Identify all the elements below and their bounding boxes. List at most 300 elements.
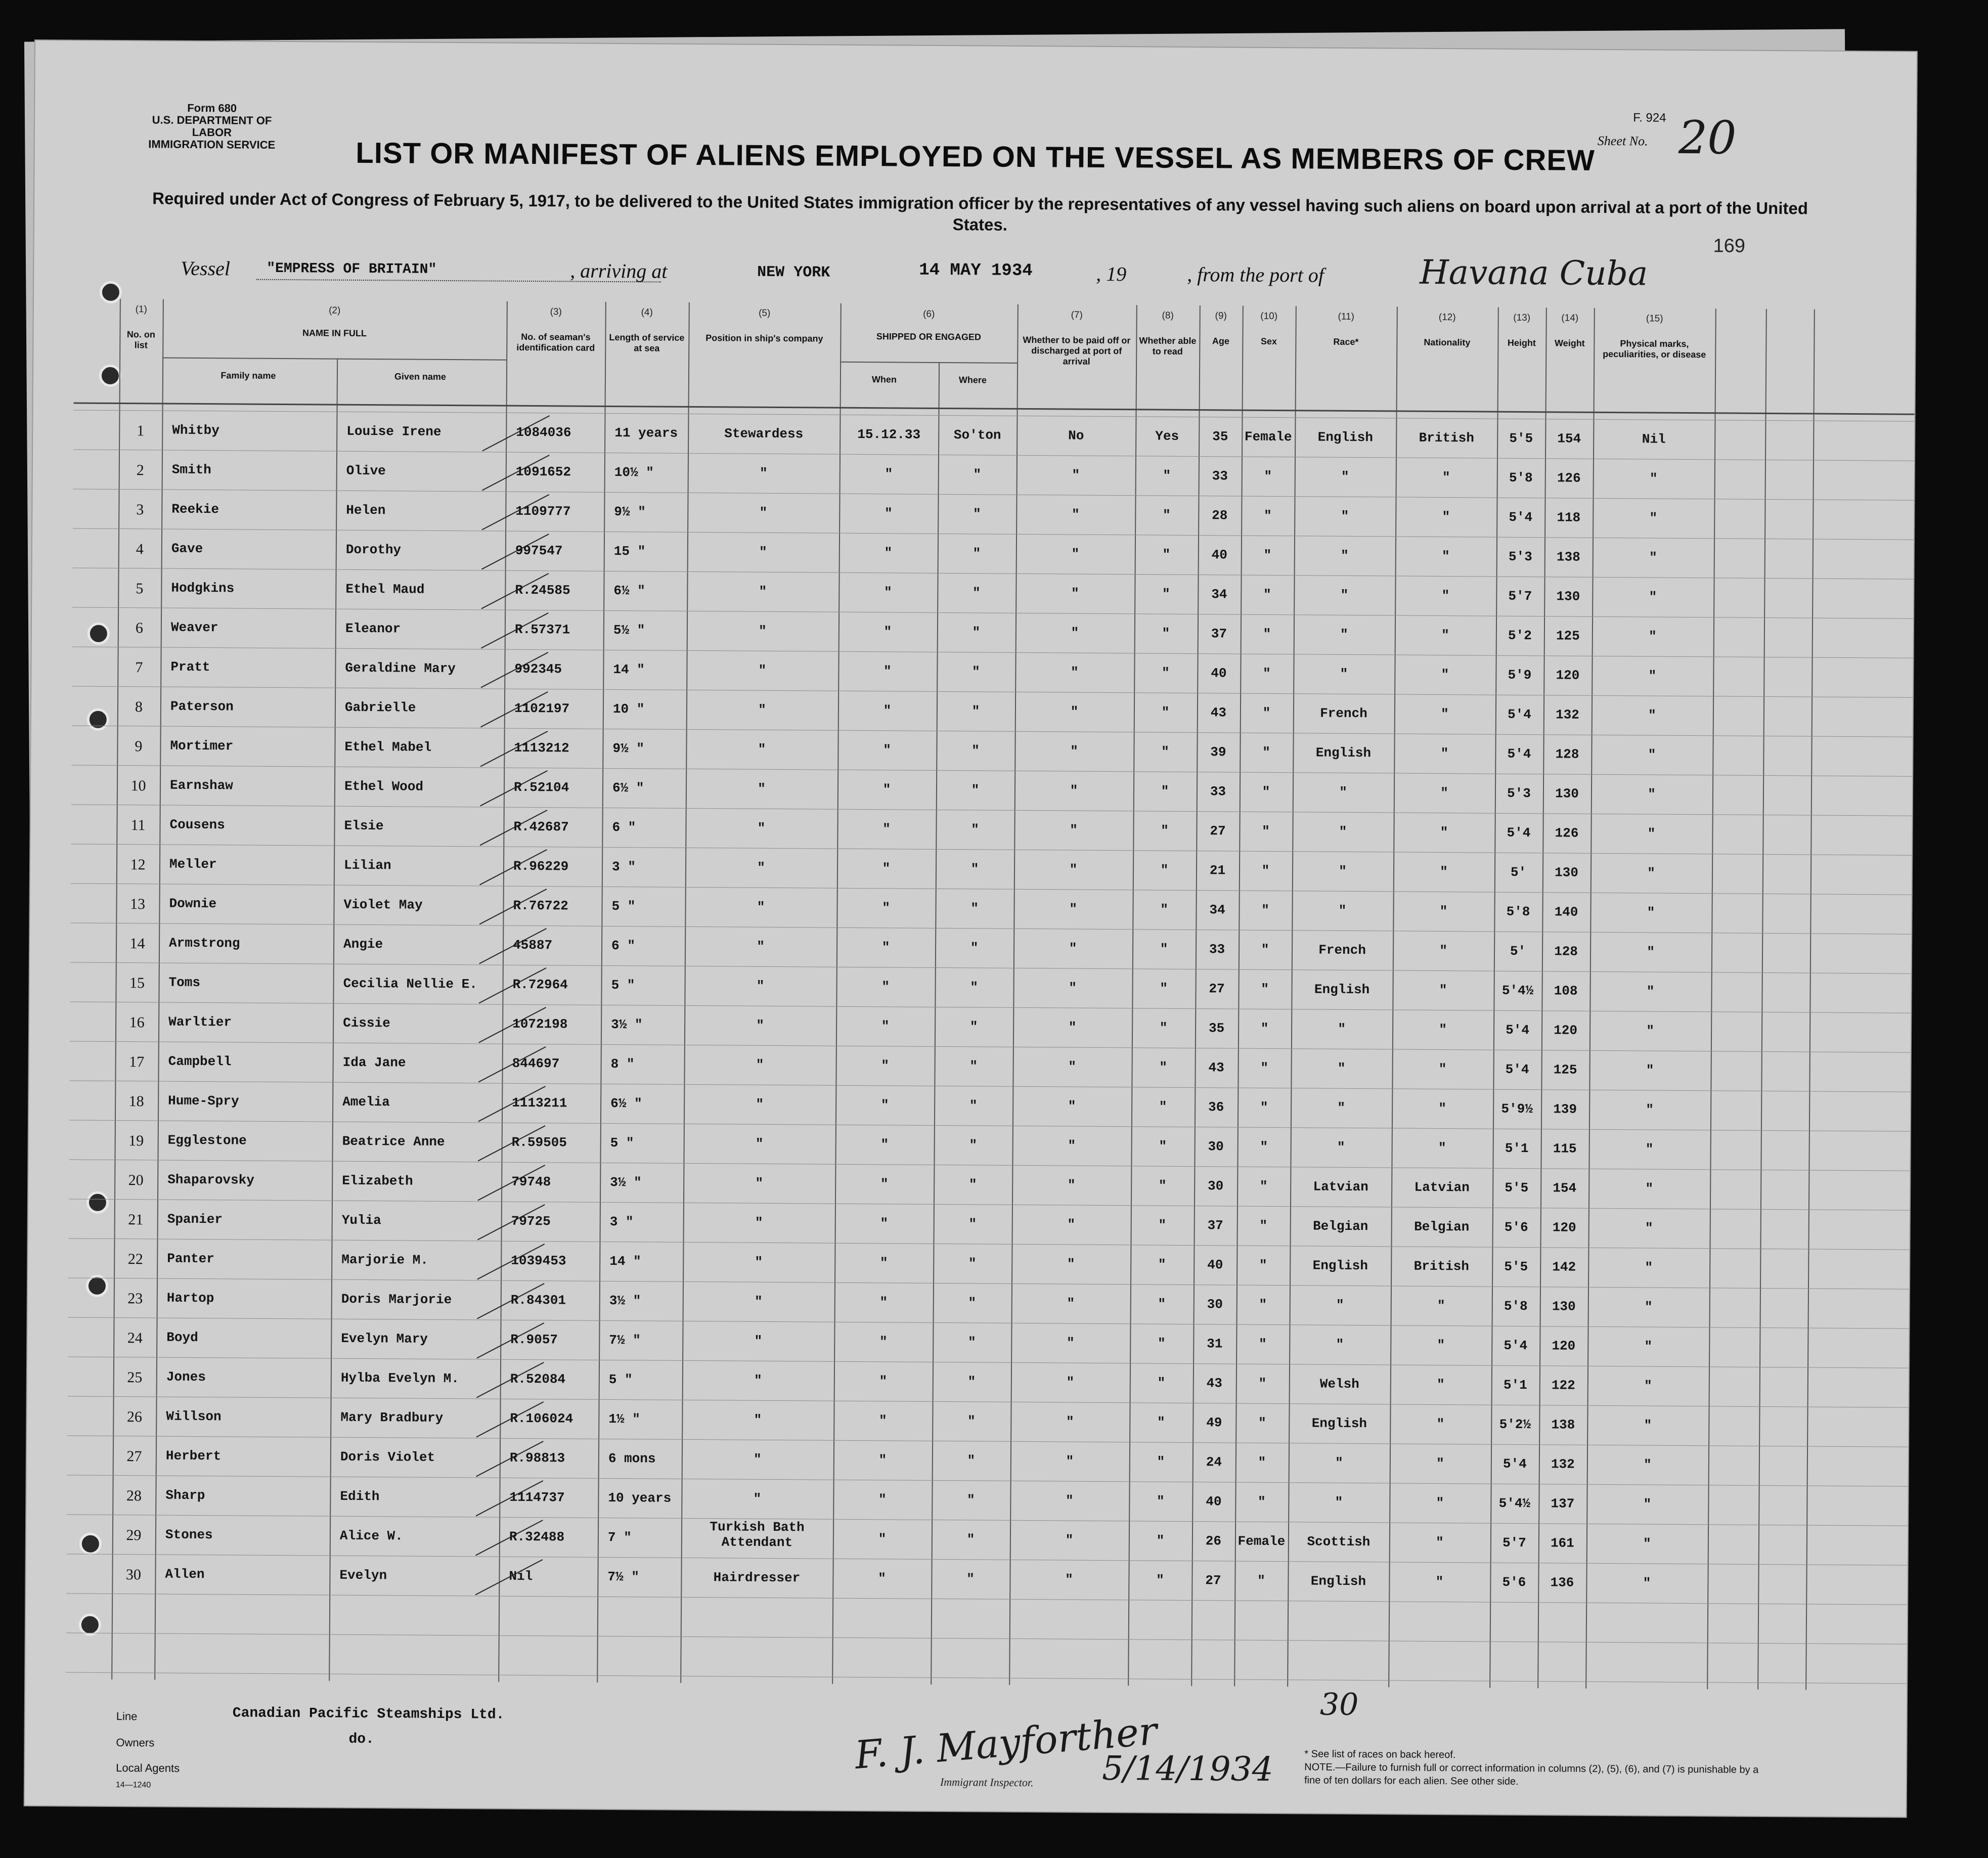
cell-service: 3½ " <box>609 1293 641 1309</box>
cell-family: Hodgkins <box>171 580 235 596</box>
cell-race: French <box>1320 705 1367 722</box>
cell-paid: " <box>1068 1098 1076 1114</box>
cell-card: R.106024 <box>510 1410 573 1427</box>
cell-when: " <box>883 703 892 719</box>
cell-where: " <box>966 1532 975 1547</box>
cell-paid: " <box>1069 862 1078 877</box>
cell-read: Yes <box>1155 428 1179 444</box>
cell-service: 7½ " <box>607 1569 639 1585</box>
cell-height: 5'4 <box>1507 746 1531 762</box>
cell-age: 27 <box>1209 981 1225 997</box>
cell-card: R.76722 <box>513 898 568 914</box>
cell-where: " <box>967 1413 976 1429</box>
column-number: (12) <box>1438 312 1456 323</box>
cell-marks: " <box>1648 786 1656 802</box>
cell-no: 11 <box>130 817 146 834</box>
cell-marks: " <box>1648 668 1657 684</box>
cell-sex: " <box>1260 1060 1269 1076</box>
cell-position: " <box>757 860 765 875</box>
cell-paid: " <box>1066 1335 1075 1351</box>
cell-marks: " <box>1648 747 1656 763</box>
column-header: Sex <box>1260 336 1277 347</box>
cell-height: 5' <box>1510 864 1527 880</box>
cell-age: 35 <box>1208 1021 1225 1036</box>
cell-no: 10 <box>130 777 146 794</box>
cell-no: 30 <box>125 1566 142 1583</box>
cell-weight: 120 <box>1552 1338 1576 1354</box>
cell-card: R.57371 <box>514 622 570 638</box>
cell-age: 37 <box>1211 626 1227 642</box>
cell-given: Cissie <box>343 1015 390 1031</box>
cell-nationality: " <box>1441 549 1450 564</box>
cell-marks: " <box>1647 905 1655 920</box>
column-header: Height <box>1507 337 1536 348</box>
column-number: (15) <box>1646 313 1663 324</box>
cell-nationality: " <box>1440 864 1448 880</box>
cell-where: " <box>972 625 981 640</box>
cell-when: " <box>882 782 891 798</box>
cell-read: " <box>1161 823 1169 838</box>
cell-height: 5'2 <box>1508 628 1532 644</box>
cell-given: Ida Jane <box>342 1054 406 1071</box>
cell-when: " <box>878 1492 887 1508</box>
cell-given: Dorothy <box>345 542 402 558</box>
cell-service: 6 " <box>611 938 635 954</box>
cell-where: " <box>970 901 979 916</box>
cell-read: " <box>1156 1493 1165 1509</box>
column-number: (2) <box>329 305 341 316</box>
cell-paid: " <box>1070 822 1078 838</box>
cell-family: Stones <box>165 1527 213 1543</box>
cell-nationality: " <box>1436 1416 1445 1432</box>
cell-weight: 140 <box>1554 904 1578 920</box>
cell-where: " <box>971 743 980 759</box>
cell-when: 15.12.33 <box>857 426 921 443</box>
cell-where: " <box>969 1098 978 1114</box>
cell-read: " <box>1157 1375 1166 1391</box>
cell-height: 5'5 <box>1509 430 1533 447</box>
cell-no: 24 <box>127 1330 143 1347</box>
cell-height: 5'6 <box>1504 1219 1528 1235</box>
cell-given: Gabrielle <box>344 699 416 716</box>
cell-no: 9 <box>135 738 143 755</box>
cell-card: 1113211 <box>512 1095 567 1111</box>
row-rule <box>66 1672 1907 1684</box>
cell-paid: " <box>1066 1414 1074 1430</box>
cell-age: 43 <box>1206 1376 1223 1391</box>
cell-read: " <box>1159 1138 1167 1154</box>
cell-weight: 130 <box>1556 589 1580 604</box>
cell-service: 6½ " <box>612 780 644 796</box>
cell-family: Shaparovsky <box>167 1172 254 1188</box>
cell-nationality: " <box>1441 706 1449 722</box>
cell-where: " <box>972 664 980 680</box>
cell-no: 23 <box>127 1290 143 1307</box>
cell-position: " <box>759 505 768 520</box>
cell-given: Louise Irene <box>346 423 441 439</box>
cell-nationality: " <box>1436 1534 1444 1551</box>
cell-read: " <box>1161 665 1170 681</box>
cell-no: 16 <box>129 1014 145 1031</box>
cell-when: " <box>880 1176 889 1192</box>
cell-sex: Female <box>1244 429 1292 445</box>
cell-card: R.42687 <box>513 819 569 835</box>
cell-card: 1091652 <box>515 464 571 480</box>
cell-position: " <box>755 1136 764 1152</box>
cell-read: " <box>1162 586 1170 602</box>
cell-weight: 126 <box>1555 825 1579 841</box>
cell-where: " <box>971 782 980 798</box>
cell-when: " <box>884 506 893 521</box>
cell-race: English <box>1315 745 1372 761</box>
cell-height: 5'4 <box>1509 509 1533 525</box>
cell-position: " <box>758 623 767 639</box>
cell-race: " <box>1341 469 1349 484</box>
cell-when: " <box>878 1452 887 1468</box>
cell-sex: " <box>1261 942 1269 957</box>
cell-race: " <box>1338 1021 1346 1037</box>
cell-race: French <box>1318 942 1366 958</box>
cell-race: English <box>1311 1415 1367 1432</box>
cell-read: " <box>1157 1454 1165 1470</box>
cell-position: " <box>759 544 767 560</box>
cell-read: " <box>1160 981 1168 996</box>
cell-given: Ethel Mabel <box>344 739 432 755</box>
cell-position: " <box>759 465 768 481</box>
cell-family: Whitby <box>172 422 220 438</box>
cell-card: R.72964 <box>512 977 568 993</box>
cell-weight: 154 <box>1553 1180 1577 1196</box>
column-header: Weight <box>1554 338 1585 348</box>
cell-where: " <box>969 1019 978 1035</box>
cell-sex: " <box>1257 1494 1266 1510</box>
cell-paid: " <box>1067 1177 1076 1193</box>
cell-nationality: " <box>1440 824 1448 840</box>
cell-marks: " <box>1649 589 1657 605</box>
cell-no: 22 <box>127 1251 143 1268</box>
cell-position: " <box>756 978 765 994</box>
column-subheader: Given name <box>394 371 447 382</box>
cell-age: 30 <box>1208 1139 1224 1155</box>
cell-service: 1½ " <box>608 1411 640 1427</box>
table-header <box>74 298 1915 385</box>
cell-read: " <box>1156 1572 1164 1588</box>
cell-no: 26 <box>126 1408 142 1426</box>
cell-position: " <box>758 741 766 757</box>
signed-date: 5/14/1934 <box>1101 1748 1273 1789</box>
year-label: , 19 <box>1096 262 1127 286</box>
cell-age: 39 <box>1210 744 1226 760</box>
cell-sex: " <box>1263 587 1271 602</box>
cell-nationality: " <box>1436 1455 1444 1472</box>
cell-service: 11 years <box>614 425 678 441</box>
cell-age: 36 <box>1208 1099 1224 1115</box>
cell-family: Allen <box>165 1566 205 1582</box>
cell-where: " <box>966 1492 975 1508</box>
column-header: SHIPPED OR ENGAGED <box>876 331 982 342</box>
cell-weight: 120 <box>1556 668 1580 683</box>
cell-where: " <box>970 861 979 877</box>
cell-weight: 154 <box>1557 431 1581 447</box>
cell-given: Marjorie M. <box>341 1252 429 1268</box>
column-subheader: Family name <box>220 370 276 381</box>
cell-height: 5' <box>1510 943 1526 959</box>
cell-height: 5'3 <box>1508 549 1532 565</box>
cell-no: 13 <box>129 896 146 913</box>
cell-race: " <box>1337 1100 1346 1116</box>
cell-age: 24 <box>1206 1454 1222 1470</box>
cell-given: Cecilia Nellie E. <box>343 976 477 992</box>
cell-card: 79748 <box>511 1174 551 1190</box>
cell-service: 7 " <box>607 1529 632 1545</box>
cell-card: 45887 <box>512 937 553 953</box>
cell-card: R.84301 <box>510 1292 566 1308</box>
cell-position: " <box>753 1451 762 1467</box>
cell-age: 40 <box>1206 1494 1222 1510</box>
cell-where: " <box>970 940 979 956</box>
cell-card: 1109777 <box>515 503 571 519</box>
cell-sex: " <box>1263 547 1272 563</box>
cell-card: 1072198 <box>512 1016 568 1032</box>
cell-sex: " <box>1259 1178 1268 1194</box>
from-label: , from the port of <box>1187 262 1324 287</box>
cell-weight: 128 <box>1554 944 1578 959</box>
cell-when: " <box>881 979 890 995</box>
cell-given: Evelyn <box>339 1567 387 1583</box>
cell-given: Lilian <box>343 857 391 873</box>
cell-sex: " <box>1262 744 1270 760</box>
cell-where: " <box>968 1295 977 1311</box>
cell-given: Doris Violet <box>340 1449 435 1465</box>
cell-where: " <box>971 822 979 837</box>
column-header: Nationality <box>1424 337 1471 348</box>
cell-family: Campbell <box>168 1053 232 1070</box>
cell-paid: " <box>1070 783 1078 799</box>
cell-where: " <box>973 546 981 561</box>
cell-family: Reekie <box>171 501 219 517</box>
cell-given: Yulia <box>341 1212 381 1228</box>
cell-card: R.9057 <box>510 1332 558 1348</box>
cell-nationality: Latvian <box>1414 1179 1470 1196</box>
cell-height: 5'8 <box>1506 904 1530 920</box>
cell-given: Elizabeth <box>342 1173 413 1189</box>
cell-sex: " <box>1262 784 1270 800</box>
cell-sex: " <box>1259 1257 1267 1273</box>
cell-weight: 130 <box>1552 1299 1576 1314</box>
cell-position: " <box>754 1412 762 1428</box>
cell-paid: " <box>1071 625 1079 641</box>
cell-when: " <box>880 1216 889 1231</box>
cell-age: 21 <box>1209 863 1226 878</box>
cell-read: " <box>1158 1178 1167 1193</box>
cell-marks: " <box>1645 1141 1654 1157</box>
cell-nationality: " <box>1435 1574 1444 1590</box>
column-number: (4) <box>641 307 653 318</box>
cell-no: 28 <box>126 1487 142 1505</box>
cell-no: 19 <box>128 1132 144 1149</box>
cell-read: " <box>1161 783 1169 799</box>
cell-family: Warltier <box>168 1014 232 1030</box>
cell-age: 40 <box>1211 666 1227 681</box>
cell-marks: " <box>1643 1496 1652 1512</box>
column-header: NAME IN FULL <box>302 328 367 339</box>
cell-marks: " <box>1646 1023 1654 1039</box>
cell-nationality: " <box>1441 628 1449 643</box>
cell-no: 4 <box>136 541 144 558</box>
cell-sex: " <box>1261 863 1270 878</box>
cell-race: " <box>1339 784 1347 800</box>
cell-age: 40 <box>1207 1257 1223 1273</box>
cell-paid: " <box>1066 1375 1075 1390</box>
cell-no: 29 <box>126 1527 142 1544</box>
cell-when: " <box>879 1295 888 1310</box>
cell-no: 18 <box>128 1093 144 1110</box>
cell-sex: " <box>1261 902 1269 918</box>
cell-sex: " <box>1260 1021 1269 1036</box>
cell-age: 40 <box>1211 547 1228 563</box>
cell-marks: " <box>1643 1575 1651 1591</box>
cell-age: 34 <box>1211 587 1227 602</box>
column-header: Race* <box>1333 336 1359 347</box>
cell-where: So'ton <box>953 427 1001 443</box>
cell-no: 8 <box>135 698 143 716</box>
cell-marks: " <box>1647 826 1656 842</box>
cell-paid: " <box>1071 546 1080 562</box>
cell-height: 5'3 <box>1507 785 1531 802</box>
cell-read: " <box>1157 1336 1166 1351</box>
cell-sex: " <box>1262 666 1271 681</box>
cell-marks: Nil <box>1642 431 1666 447</box>
cell-given: Ethel Maud <box>345 581 425 597</box>
cell-position: " <box>756 1057 764 1073</box>
cell-when: " <box>879 1255 888 1271</box>
cell-service: 6 " <box>612 819 636 835</box>
cell-no: 25 <box>127 1369 143 1386</box>
cell-no: 2 <box>136 462 144 479</box>
cell-height: 5'9 <box>1508 667 1532 683</box>
cell-age: 35 <box>1212 429 1228 445</box>
cell-paid: " <box>1072 467 1080 483</box>
cell-height: 5'1 <box>1503 1377 1527 1393</box>
cell-read: " <box>1162 507 1171 523</box>
cell-nationality: " <box>1437 1298 1445 1314</box>
line-value: Canadian Pacific Steamships Ltd. <box>232 1705 505 1723</box>
cell-sex: " <box>1260 1099 1268 1115</box>
page-subtitle: Required under Act of Congress of February 5, 1917, to be delivered to the United States immigration officer by the representatives of any vessel having such aliens on board upon arrival at a port of the United States. <box>152 189 1808 234</box>
cell-nationality: " <box>1438 1140 1446 1156</box>
penalty-note: NOTE.—Failure to furnish full or correct information in columns (2), (5), (6), and (7) is punishable by a fine of ten dollars for each alien. See other side. <box>1304 1761 1759 1787</box>
cell-family: Gave <box>171 541 203 557</box>
cell-paid: " <box>1071 507 1080 522</box>
column-number: (5) <box>759 307 771 319</box>
cell-paid: " <box>1069 901 1077 917</box>
cell-age: 33 <box>1209 942 1225 957</box>
cell-given: Hylba Evelyn M. <box>340 1370 459 1387</box>
cell-marks: " <box>1649 510 1658 526</box>
cell-given: Eleanor <box>345 621 401 637</box>
cell-paid: " <box>1067 1296 1075 1311</box>
cell-card: 997547 <box>515 543 563 559</box>
cell-age: 33 <box>1210 784 1226 800</box>
cell-read: " <box>1160 862 1169 878</box>
cell-age: 49 <box>1206 1415 1222 1431</box>
cell-service: 6½ " <box>610 1095 642 1112</box>
cell-read: " <box>1158 1257 1166 1272</box>
cell-weight: 128 <box>1555 746 1579 762</box>
cell-paid: " <box>1065 1493 1074 1509</box>
cell-height: 5'7 <box>1502 1535 1526 1551</box>
cell-height: 5'6 <box>1502 1574 1526 1590</box>
cell-sex: " <box>1259 1218 1268 1233</box>
cell-race: Latvian <box>1313 1179 1368 1195</box>
cell-when: " <box>880 1137 889 1153</box>
cell-card: R.24585 <box>515 582 570 598</box>
cell-race: " <box>1340 587 1349 603</box>
column-header: Age <box>1212 336 1229 346</box>
cell-nationality: " <box>1442 470 1450 485</box>
cell-no: 27 <box>126 1448 142 1465</box>
column-subheader: When <box>871 374 897 385</box>
cell-service: 14 " <box>613 662 645 678</box>
cell-where: " <box>969 1058 978 1074</box>
cell-age: 26 <box>1205 1533 1222 1549</box>
column-header: No. on list <box>126 329 156 350</box>
cell-nationality: " <box>1439 982 1447 998</box>
cell-nationality: " <box>1441 667 1449 683</box>
cell-nationality: " <box>1440 785 1448 801</box>
cell-race: English <box>1310 1573 1366 1589</box>
cell-weight: 130 <box>1555 786 1579 802</box>
cell-service: 5½ " <box>613 623 645 638</box>
cell-read: " <box>1159 1020 1168 1036</box>
cell-service: 15 " <box>613 544 646 559</box>
cell-family: Herbert <box>165 1448 222 1464</box>
cell-service: 5 " <box>611 898 636 914</box>
cell-weight: 138 <box>1556 549 1580 565</box>
cell-nationality: " <box>1439 903 1448 919</box>
cell-no: 15 <box>129 975 145 992</box>
cell-age: 31 <box>1207 1336 1223 1352</box>
cell-where: " <box>970 980 978 995</box>
cell-height: 5'8 <box>1504 1298 1528 1314</box>
cell-age: 43 <box>1208 1060 1224 1076</box>
sheet-number: 20 <box>1678 111 1737 165</box>
cell-paid: " <box>1067 1217 1076 1232</box>
cell-where: " <box>967 1453 976 1469</box>
cell-service: 3 " <box>609 1214 634 1230</box>
cell-service: 8 " <box>610 1056 635 1072</box>
cell-given: Edith <box>340 1488 380 1505</box>
cell-family: Panter <box>167 1251 215 1267</box>
cell-card: 1039453 <box>511 1253 566 1269</box>
cell-family: Earnshaw <box>169 777 233 793</box>
cell-where: " <box>967 1335 976 1350</box>
cell-sex: " <box>1258 1336 1267 1352</box>
cell-when: " <box>879 1374 888 1389</box>
cell-when: " <box>879 1334 888 1350</box>
cell-weight: 120 <box>1554 1023 1578 1038</box>
cell-height: 5'4 <box>1506 1022 1530 1038</box>
cell-weight: 108 <box>1554 983 1578 999</box>
cell-family: Hume-Spry <box>168 1093 239 1109</box>
cell-card: R.52104 <box>513 779 569 795</box>
cell-marks: " <box>1644 1339 1653 1354</box>
cell-position: " <box>757 820 766 836</box>
cell-given: Amelia <box>342 1094 390 1110</box>
cell-card: 844697 <box>512 1055 560 1072</box>
cell-nationality: Belgian <box>1414 1219 1470 1235</box>
cell-position: " <box>759 584 767 599</box>
